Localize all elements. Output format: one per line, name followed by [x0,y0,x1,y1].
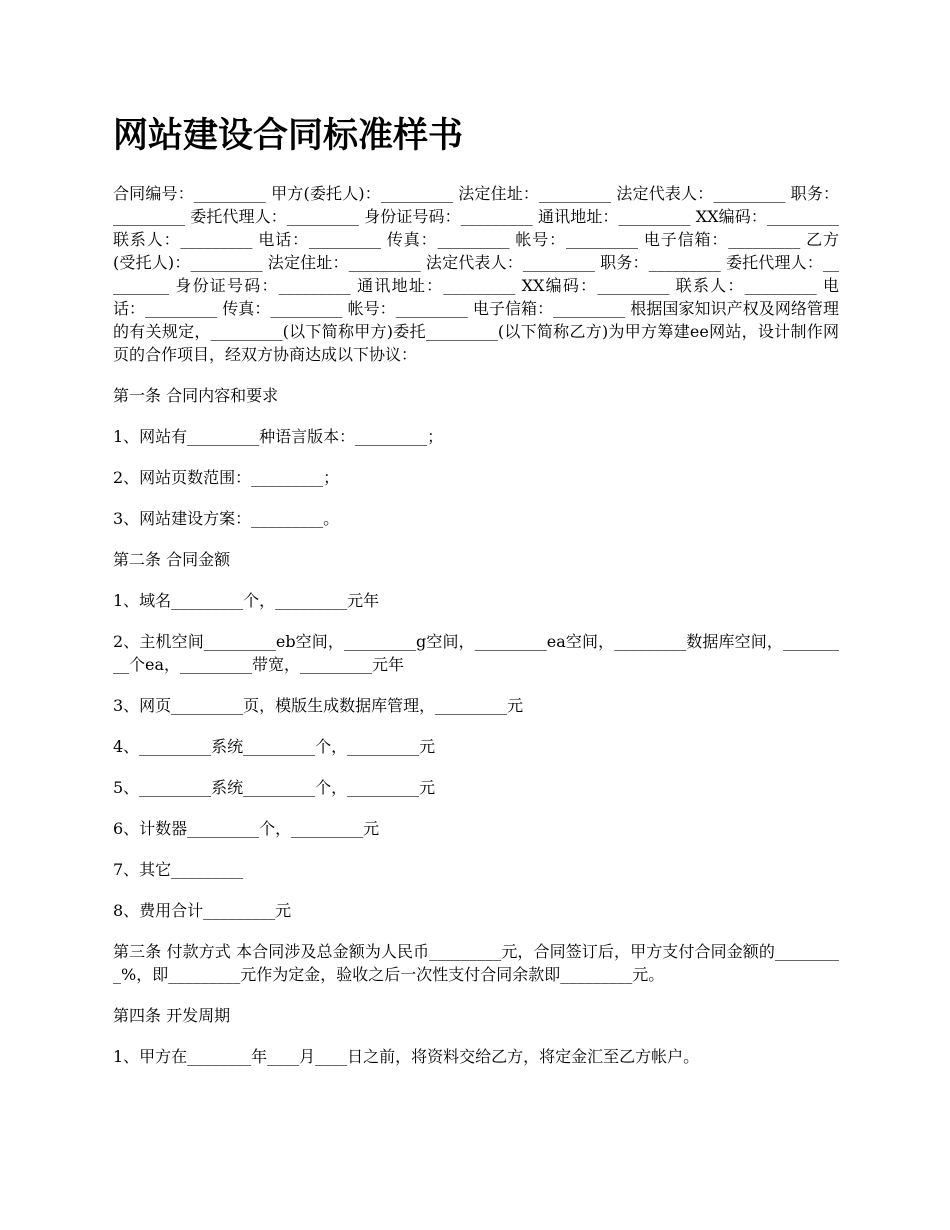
article-2-item-5: 5、_________系统_________个，_________元 [113,778,436,797]
article-1-item-3: 3、网站建设方案：_________。 [113,509,340,528]
article-2-item-8: 8、费用合计_________元 [113,901,292,920]
contract-parties-paragraph: 合同编号：_________ 甲方(委托人)：_________ 法定住址：_________ 法定代表人：_________ 职务：_________ 委托代理人：_________ 身份证号码：_________ 通讯地址：_________ XX编码：_________ 联系人：_________ 电话：_________ 传真：_________ 帐号：_________ 电子信箱：_________ 乙方(受托人)：_________ 法定住址：_________ 法定代表人：_________ 职务：_________ 委托代理人：_________ 身份证号码：_________ 通讯地址：_________ XX编码：_________ 联系人：_________ 电话：_________ 传真：_________ 帐号：_________ 电子信箱：_________ 根据国家知识产权及网络管理的有关规定，_________(以下简称甲方)委托_________(以下简称乙方)为甲方筹建ee网站，设计制作网页的合作项目，经双方协商达成以下协议： [113,184,839,364]
article-2-item-7: 7、其它_________ [113,860,244,879]
article-4-item-1: 1、甲方在________年____月____日之前，将资料交给乙方，将定金汇至乙方帐户。 [113,1047,700,1066]
article-4-heading: 第四条 开发周期 [113,1006,231,1025]
article-2-item-3: 3、网页_________页，模版生成数据库管理，_________元 [113,696,524,715]
article-3-paragraph: 第三条 付款方式 本合同涉及总金额为人民币_________元，合同签订后，甲方支付合同金额的_________%，即_________元作为定金，验收之后一次性支付合同余款即_________元。 [113,942,839,984]
article-2-item-1: 1、域名_________个，_________元年 [113,591,380,610]
article-2-heading: 第二条 合同金额 [113,550,231,569]
article-2-item-6: 6、计数器_________个，_________元 [113,819,380,838]
article-1-heading: 第一条 合同内容和要求 [113,386,279,405]
document-page [113,112,839,1086]
article-1-item-2: 2、网站页数范围：_________； [113,468,340,487]
article-1-item-1: 1、网站有_________种语言版本：_________； [113,427,444,446]
article-2-item-4: 4、_________系统_________个，_________元 [113,737,436,756]
document-title: 网站建设合同标准样书 [113,115,464,156]
article-2-item-2: 2、主机空间_________eb空间，_________g空间，_________ea空间，_________数据库空间，_________个ea，_________带宽，_________元年 [113,632,839,674]
